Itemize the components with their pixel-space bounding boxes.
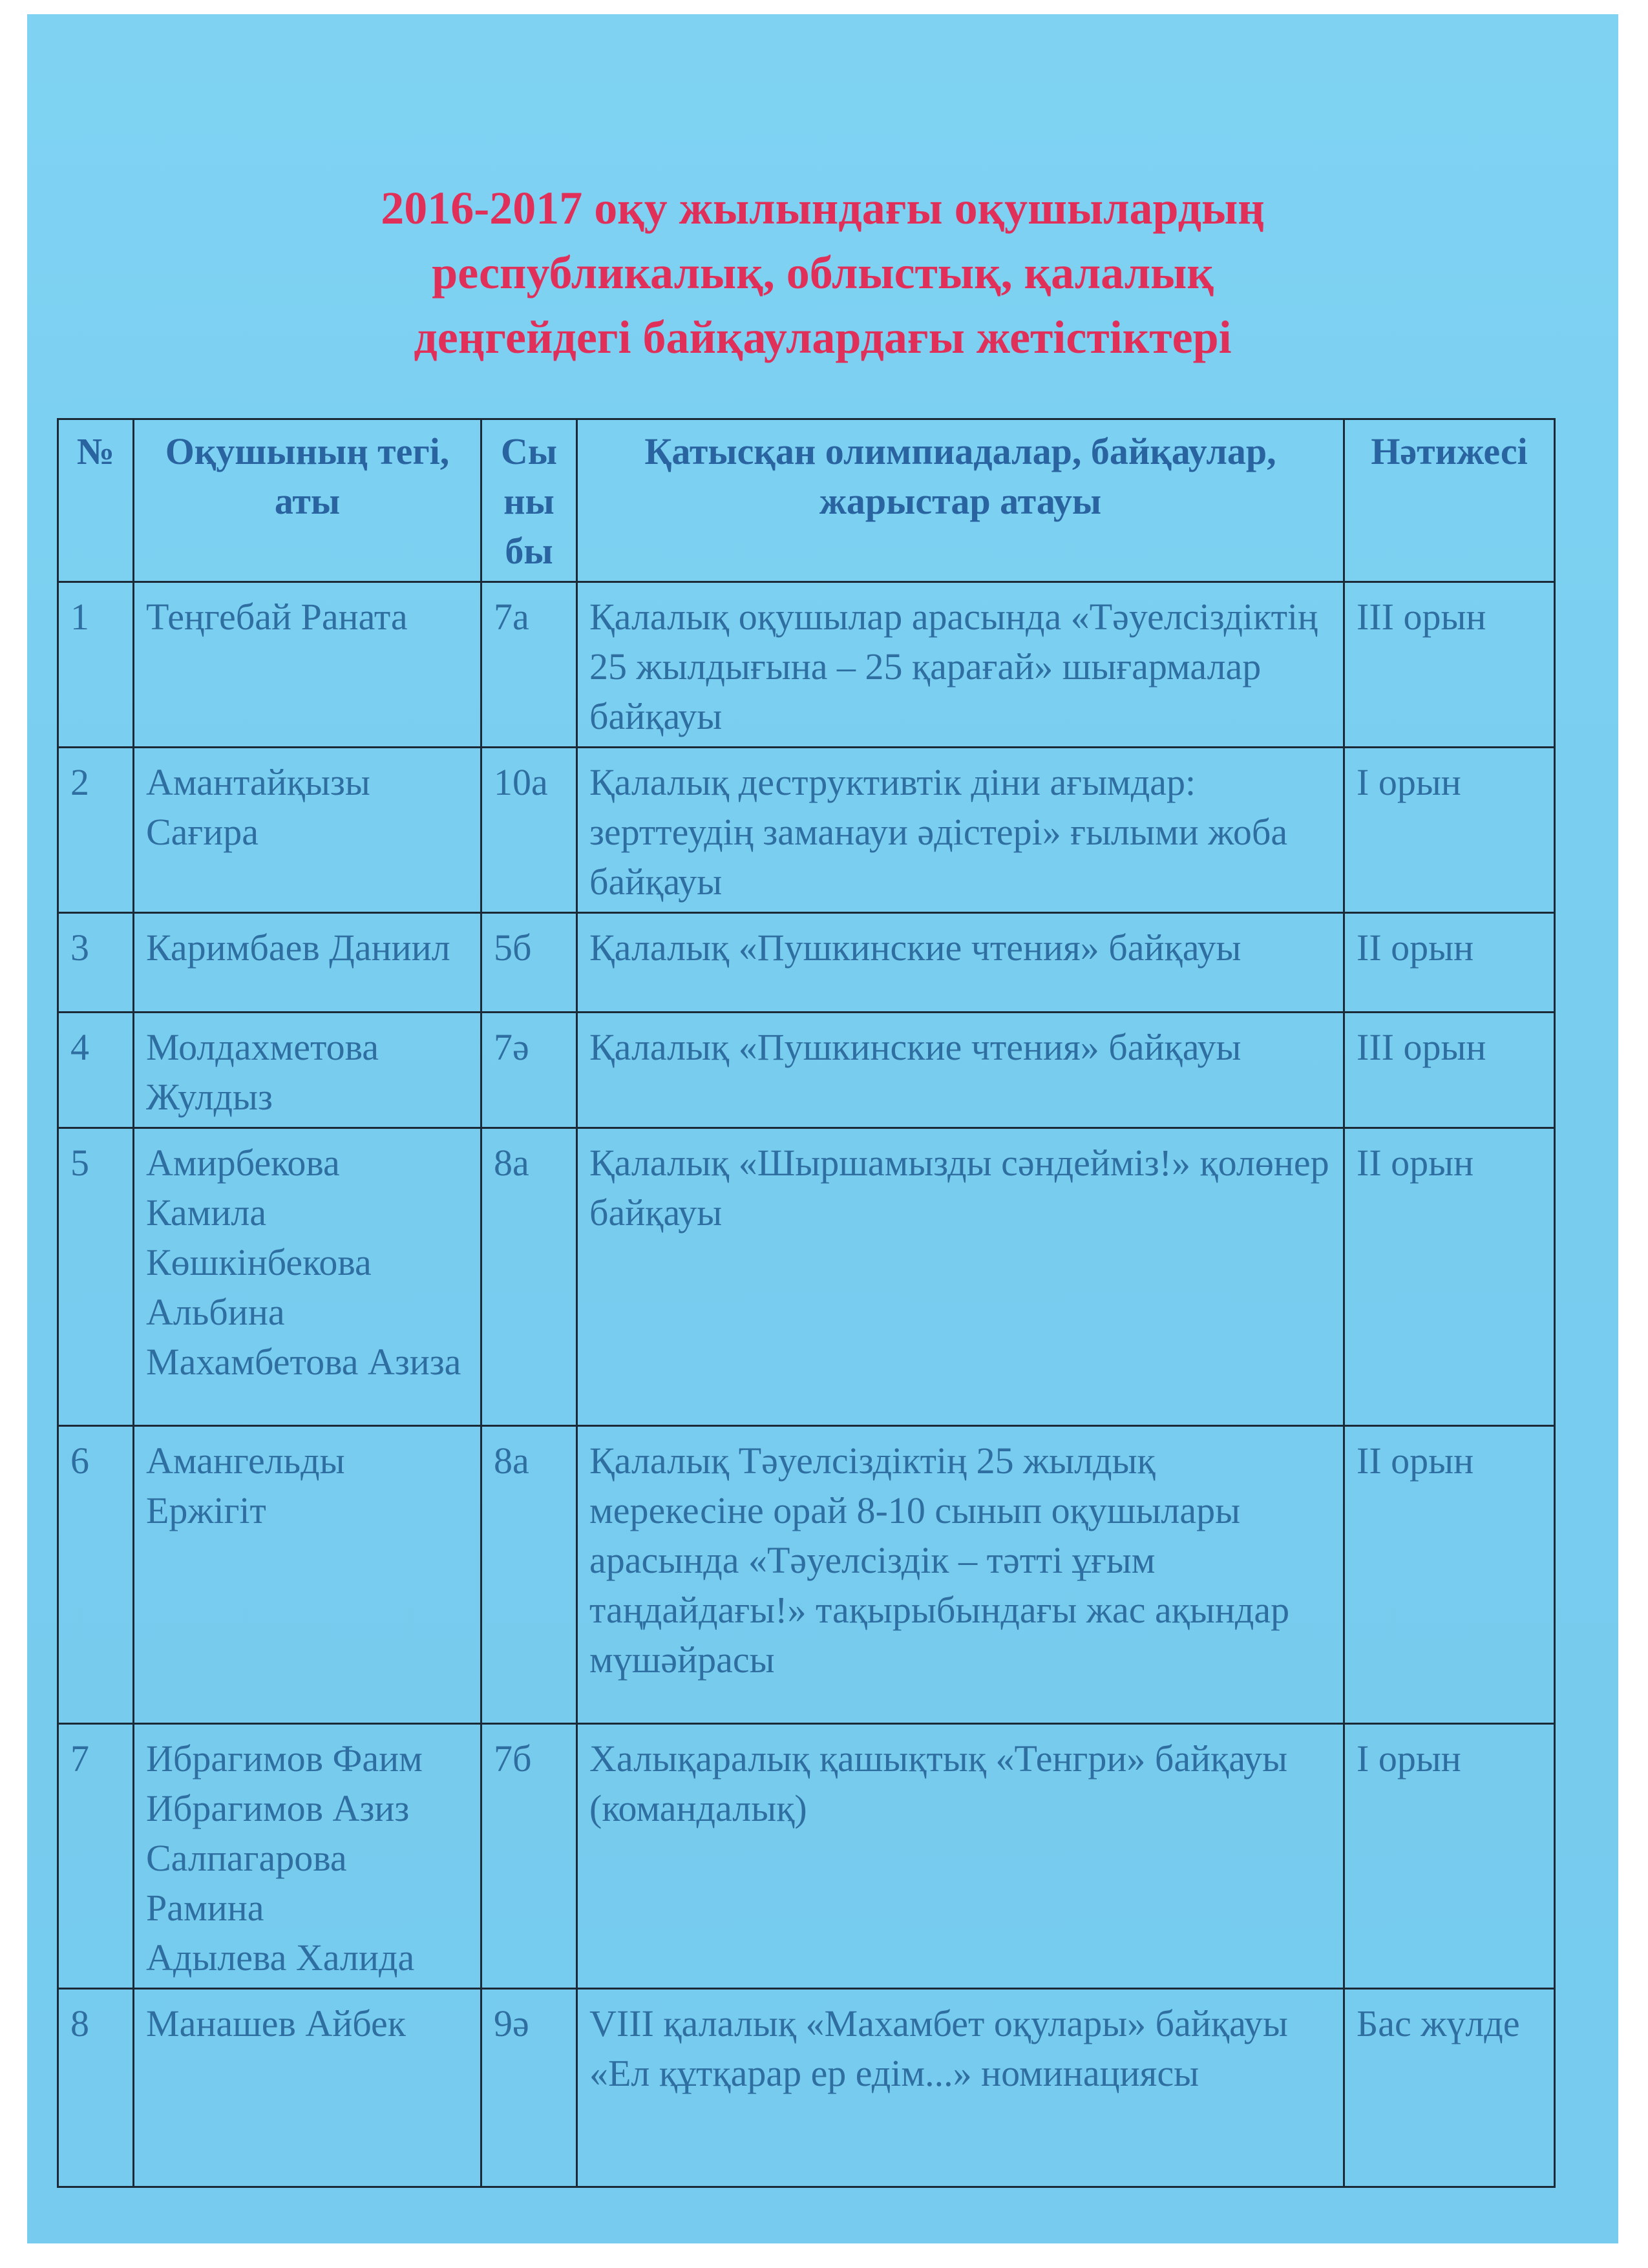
competition-name: Қалалық «Шыршамызды сәндейміз!» қолөнер байқауы [577,1128,1344,1426]
table-row [58,1128,1555,1426]
student-class: 10а [481,748,577,913]
row-number: 6 [58,1426,134,1724]
achievements-table [57,418,1556,2188]
row-number: 4 [58,1013,134,1128]
header-class: Сы ны бы [481,419,577,582]
row-number: 2 [58,748,134,913]
row-number: 5 [58,1128,134,1426]
row-number: 8 [58,1989,134,2187]
header-number: № [58,419,134,582]
result: І орын [1344,748,1555,913]
student-name: Амангельды Ержігіт [146,1440,345,1531]
table-row [58,913,1555,1013]
table-row [58,582,1555,748]
document-page [27,14,1618,2243]
student-name: Ибрагимов Фаим [146,1738,423,1780]
student-names [134,913,481,1013]
row-number: 3 [58,913,134,1013]
competition-name: Қалалық «Пушкинские чтения» байқауы [577,913,1344,1013]
student-class: 9ә [481,1989,577,2187]
result: ІІІ орын [1344,582,1555,748]
student-class: 8а [481,1426,577,1724]
table-row [58,1724,1555,1989]
student-names [134,1128,481,1426]
result: ІІІ орын [1344,1013,1555,1128]
student-class: 7б [481,1724,577,1989]
competition-name: Қалалық «Пушкинские чтения» байқауы [577,1013,1344,1128]
competition-name: Халықаралық қашықтық «Тенгри» байқауы (командалық) [577,1724,1344,1989]
student-name: Амантайқызы Сағира [146,761,370,853]
table-row [58,1426,1555,1724]
student-name: Көшкінбекова Альбина [146,1241,372,1333]
student-names [134,1724,481,1989]
row-number: 1 [58,582,134,748]
competition-name: Қалалық деструктивтік діни ағымдар: зерттеудің заманауи әдістері» ғылыми жоба байқауы [577,748,1344,913]
header-competition: Қатысқан олимпиадалар, байқаулар, жарыстар атауы [577,419,1344,582]
student-name: Каримбаев Даниил [146,927,450,969]
result: ІІ орын [1344,913,1555,1013]
competition-name: Қалалық оқушылар арасында «Тәуелсіздіктің 25 жылдығына – 25 қарағай» шығармалар байқауы [577,582,1344,748]
table-row [58,1989,1555,2187]
result: Бас жүлде [1344,1989,1555,2187]
header-result: Нәтижесі [1344,419,1555,582]
competition-name: Қалалық Тәуелсіздіктің 25 жылдық мерекесіне орай 8-10 сынып оқушылары арасында «Тәуелсіздік – тәтті ұғым таңдайдағы!» тақырыбындағы жас ақындар мүшәйрасы [577,1426,1344,1724]
student-name: Салпагарова Рамина [146,1837,347,1929]
table-header-row [58,419,1555,582]
student-class: 7ә [481,1013,577,1128]
student-name: Молдахметова Жулдыз [146,1026,379,1118]
student-names [134,1426,481,1724]
student-names [134,582,481,748]
student-name: Манашев Айбек [146,2002,406,2044]
title-line-2: республикалық, облыстық, қалалық [432,247,1214,299]
student-names [134,748,481,913]
result: ІІ орын [1344,1128,1555,1426]
competition-name: VIII қалалық «Махамбет оқулары» байқауы «Ел құтқарар ер едім...» номинациясы [577,1989,1344,2187]
student-name: Теңгебай Раната [146,596,408,638]
title-line-1: 2016-2017 оқу жылындағы оқушылардың [381,182,1265,234]
student-name: Адылева Халида [146,1937,415,1979]
result: І орын [1344,1724,1555,1989]
result: ІІ орын [1344,1426,1555,1724]
table-row [58,748,1555,913]
student-name: Ибрагимов Азиз [146,1787,410,1829]
student-name: Амирбекова Камила [146,1142,340,1234]
student-class: 7а [481,582,577,748]
table-row [58,1013,1555,1128]
student-name: Махамбетова Азиза [146,1341,461,1383]
student-class: 5б [481,913,577,1013]
header-student-name: Оқушының тегі, аты [134,419,481,582]
student-class: 8а [481,1128,577,1426]
student-names [134,1013,481,1128]
student-names [134,1989,481,2187]
document-title [27,176,1618,370]
row-number: 7 [58,1724,134,1989]
title-line-3: деңгейдегі байқаулардағы жетістіктері [414,311,1232,363]
